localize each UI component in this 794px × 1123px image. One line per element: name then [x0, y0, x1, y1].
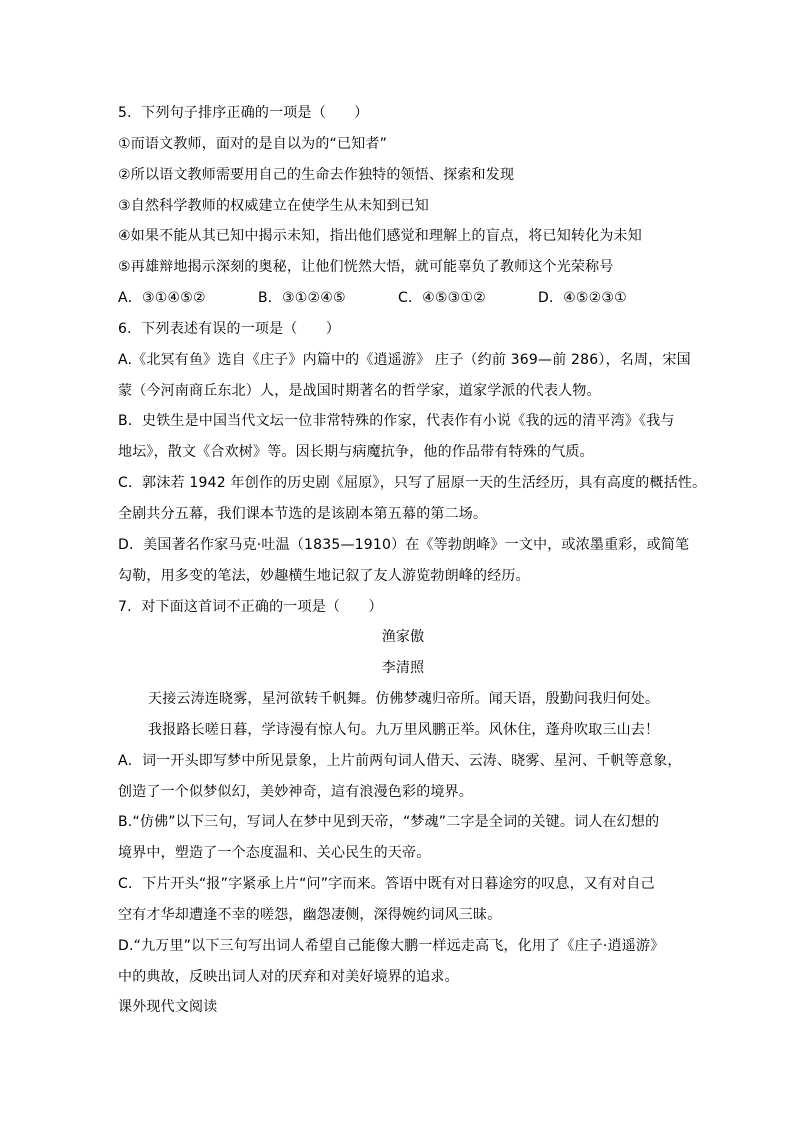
q5-item: ①而语文教师，面对的是自以为的“已知者” — [118, 135, 388, 152]
q7-line: 中的典故，反映出词人对的厌弃和对美好境界的追求。 — [118, 968, 459, 985]
q6-line: D．美国著名作家马克·吐温（1835—1910）在《等勃朗峰》一文中，或浓墨重彩，或简笔 — [118, 536, 690, 553]
q7-line: B.“仿佛”以下三句，写词人在梦中见到天帝，“梦魂”二字是全词的关键。词人在幻想的 — [118, 814, 660, 831]
q5-option-c: C．④⑤③①② — [398, 290, 486, 307]
q5-item: ③自然科学教师的权威建立在使学生从未知到已知 — [118, 197, 429, 214]
q7-line: A．词一开头即写梦中所见景象，上片前两句词人借天、云涛、晓雾、星河、千帆等意象， — [118, 752, 682, 769]
document-page — [118, 102, 707, 1027]
q7-line: D.“九万里”以下三句写出词人希望自己能像大鹏一样远走高飞，化用了《庄子·逍遥游》 — [118, 937, 665, 954]
q5-option-a: A．③①④⑤② — [118, 290, 206, 307]
q6-line: B．史铁生是中国当代文坛一位非常特殊的作家，代表作有小说《我的远的清平湾》《我与 — [118, 413, 675, 430]
q5-options — [118, 287, 688, 318]
q5-option-b: B．③①②④⑤ — [258, 290, 346, 307]
poem-title: 渔家傲 — [381, 629, 425, 646]
poem-author: 李清照 — [381, 660, 425, 677]
q7-line: 境界中，塑造了一个态度温和、关心民生的天帝。 — [118, 845, 431, 862]
q6-line: C．郭沫若 1942 年创作的历史剧《屈原》，只写了屈原一天的生活经历，具有高度的概括性。 — [118, 475, 707, 492]
q6-line: A.《北冥有鱼》选自《庄子》内篇中的《逍遥游》 庄子（约前 369—前 286），名周，宋国 — [118, 351, 691, 368]
section-heading: 课外现代文阅读 — [118, 999, 218, 1016]
poem-line: 天接云涛连晓雾，星河欲转千帆舞。仿佛梦魂归帝所。闻天语，殷勤问我归何处。 — [148, 691, 660, 708]
q6-line: 全剧共分五幕，我们课本节选的是该剧本第五幕的第二场。 — [118, 505, 488, 522]
q5-item: ⑤再雄辩地揭示深刻的奥秘，让他们恍然大悟，就可能辜负了教师这个光荣称号 — [118, 259, 614, 276]
question-5-stem: 5．下列句子排序正确的一项是（ ） — [118, 105, 369, 121]
poem-line: 我报路长嗟日暮，学诗漫有惊人句。九万里风鹏正举。风休住，蓬舟吹取三山去！ — [148, 721, 660, 738]
q7-line: 创造了一个似梦似幻，美妙神奇，這有浪漫色彩的境界。 — [118, 783, 473, 800]
q6-line: 蒙（今河南商丘东北）人，是战国时期著名的哲学家，道家学派的代表人物。 — [118, 382, 601, 399]
q5-option-d: D．④⑤②③① — [538, 290, 627, 307]
question-6-stem: 6．下列表述有误的一项是（ ） — [118, 320, 341, 337]
q7-line: C．下片开头“报”字紧承上片“问”字而来。答语中既有对日暮途穷的叹息，又有对自己 — [118, 876, 655, 893]
q5-item: ④如果不能从其已知中揭示未知，指出他们感觉和理解上的盲点，将已知转化为未知 — [118, 228, 642, 245]
question-7-stem: 7．对下面这首词不正确的一项是（ ） — [118, 598, 383, 615]
q7-line: 空有才华却遭逢不幸的嗟怨，幽怨凄侧，深得婉约词风三昧。 — [118, 906, 502, 923]
q5-item: ②所以语文教师需要用自己的生命去作独特的领悟、探索和发现 — [118, 166, 515, 183]
q6-line: 地坛》，散文《合欢树》等。因长期与病魔抗争，他的作品带有特殊的气质。 — [118, 444, 594, 461]
q6-line: 勾勒，用多变的笔法，妙趣横生地记叙了友人游览勃朗峰的经历。 — [118, 567, 530, 584]
